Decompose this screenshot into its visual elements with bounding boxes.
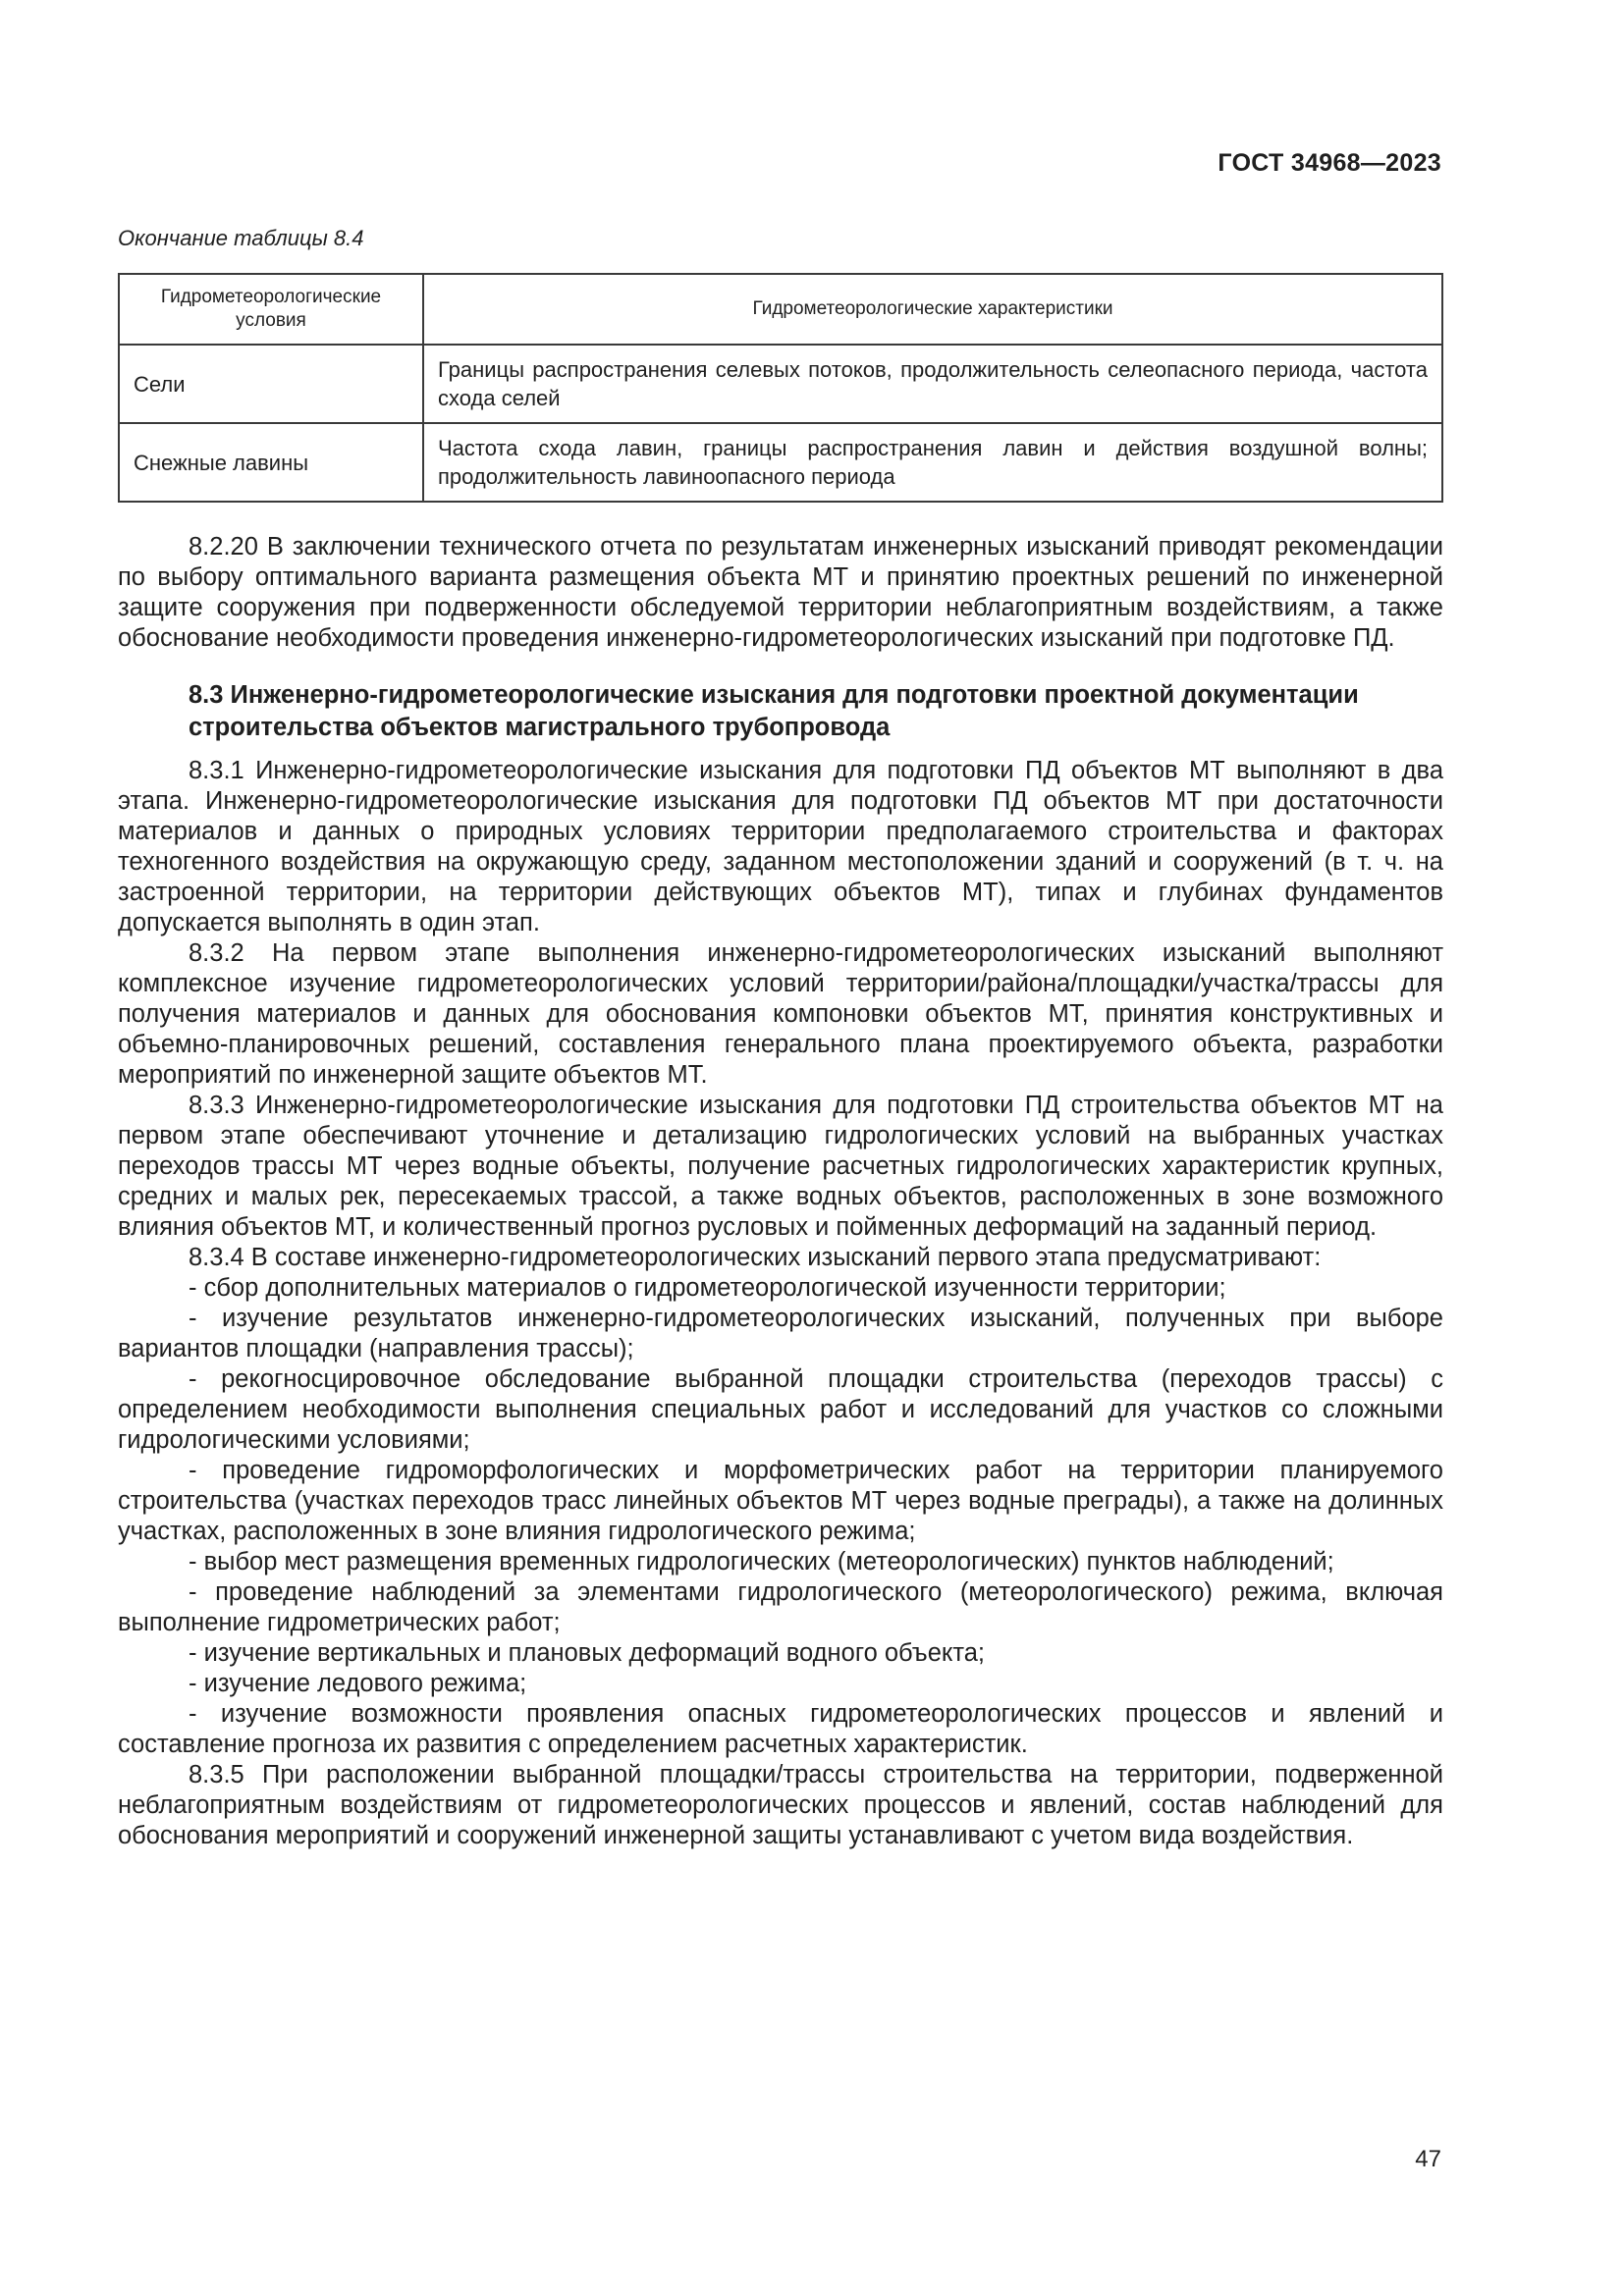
paragraph-8-2-20: 8.2.20 В заключении технического отчета по результатам инженерных изысканий приводят рекомендации по выбору оптимального варианта размещения объекта МТ и принятию проектных решений по инженерной защите сооружения при подверженности обследуемой территории неблагоприятным воздействиям, а также обоснование необходимости проведения инженерно-гидрометеорологических изысканий при подготовке ПД.	[118, 533, 1443, 652]
table-caption: Окончание таблицы 8.4	[118, 226, 364, 250]
paragraph-8-3-4: 8.3.4 В составе инженерно-гидрометеорологических изысканий первого этапа предусматривают:	[189, 1244, 1322, 1271]
document-body	[118, 532, 1443, 1851]
table-cell-condition: Снежные лавины	[119, 423, 423, 502]
list-item: - рекогносцировочное обследование выбранной площадки строительства (переходов трассы) с определением необходимости выполнения специальных работ и исследований для участков со сложными гидрологическими условиями;	[118, 1365, 1443, 1454]
table-row	[119, 423, 1442, 502]
paragraph-8-3-2: 8.3.2 На первом этапе выполнения инженерно-гидрометеорологических изысканий выполняют комплексное изучение гидрометеорологических условий территории/района/площадки/участка/трассы для получения материалов и данных для обоснования компоновки объектов МТ, принятия конструктивных и объемно-планировочных решений, составления генерального плана проектируемого объекта, разработки мероприятий по инженерной защите объектов МТ.	[118, 939, 1443, 1089]
table-cell-characteristics: Границы распространения селевых потоков, продолжительность селеопасного периода, частота схода селей	[423, 345, 1442, 423]
list-item: - изучение возможности проявления опасных гидрометеорологических процессов и явлений и составление прогноза их развития с определением расчетных характеристик.	[118, 1700, 1443, 1758]
paragraph-8-3-3: 8.3.3 Инженерно-гидрометеорологические изыскания для подготовки ПД строительства объектов МТ на первом этапе обеспечивают уточнение и детализацию гидрологических условий на выбранных участках переходов трассы МТ через водные объекты, получение расчетных гидрологических характеристик крупных, средних и малых рек, пересекаемых трассой, а также водных объектов, расположенных в зоне возможного влияния объектов МТ, и количественный прогноз русловых и пойменных деформаций на заданный период.	[118, 1092, 1443, 1241]
table-row	[119, 345, 1442, 423]
hydrometeorological-table	[118, 273, 1443, 503]
section-heading-8-3: 8.3 Инженерно-гидрометеорологические изыскания для подготовки проектной документации строительства объектов магистрального трубопровода	[189, 681, 1359, 741]
list-item: - изучение ледового режима;	[189, 1670, 527, 1697]
document-code: ГОСТ 34968—2023	[1218, 149, 1441, 177]
paragraph-8-3-5: 8.3.5 При расположении выбранной площадки/трассы строительства на территории, подверженной неблагоприятным воздействиям от гидрометеорологических процессов и явлений, состав наблюдений для обоснования мероприятий и сооружений инженерной защиты устанавливают с учетом вида воздействия.	[118, 1761, 1443, 1849]
page-number: 47	[1415, 2146, 1441, 2172]
table-cell-characteristics: Частота схода лавин, границы распространения лавин и действия воздушной волны; продолжительность лавиноопасного периода	[423, 423, 1442, 502]
list-item: - проведение гидроморфологических и морфометрических работ на территории планируемого строительства (участках переходов трасс линейных объектов МТ через водные преграды), а также на долинных участках, расположенных в зоне влияния гидрологического режима;	[118, 1457, 1443, 1545]
table-cell-condition: Сели	[119, 345, 423, 423]
list-item: - сбор дополнительных материалов о гидрометеорологической изученности территории;	[189, 1274, 1226, 1302]
column-header-characteristics: Гидрометеорологические характеристики	[423, 274, 1442, 345]
table-header-row	[119, 274, 1442, 345]
list-item: - изучение вертикальных и плановых деформаций водного объекта;	[189, 1639, 985, 1667]
list-item: - выбор мест размещения временных гидрологических (метеорологических) пунктов наблюдений;	[189, 1548, 1334, 1575]
paragraph-8-3-1: 8.3.1 Инженерно-гидрометеорологические изыскания для подготовки ПД объектов МТ выполняют в два этапа. Инженерно-гидрометеорологические изыскания для подготовки ПД объектов МТ при достаточности материалов и данных о природных условиях территории предполагаемого строительства и факторах техногенного воздействия на окружающую среду, заданном местоположении зданий и сооружений (в т. ч. на застроенной территории, на территории действующих объектов МТ), типах и глубинах фундаментов допускается выполнять в один этап.	[118, 757, 1443, 936]
column-header-conditions: Гидрометеорологические условия	[119, 274, 423, 345]
list-item: - изучение результатов инженерно-гидрометеорологических изысканий, полученных при выборе вариантов площадки (направления трассы);	[118, 1305, 1443, 1362]
list-item: - проведение наблюдений за элементами гидрологического (метеорологического) режима, включая выполнение гидрометрических работ;	[118, 1578, 1443, 1636]
